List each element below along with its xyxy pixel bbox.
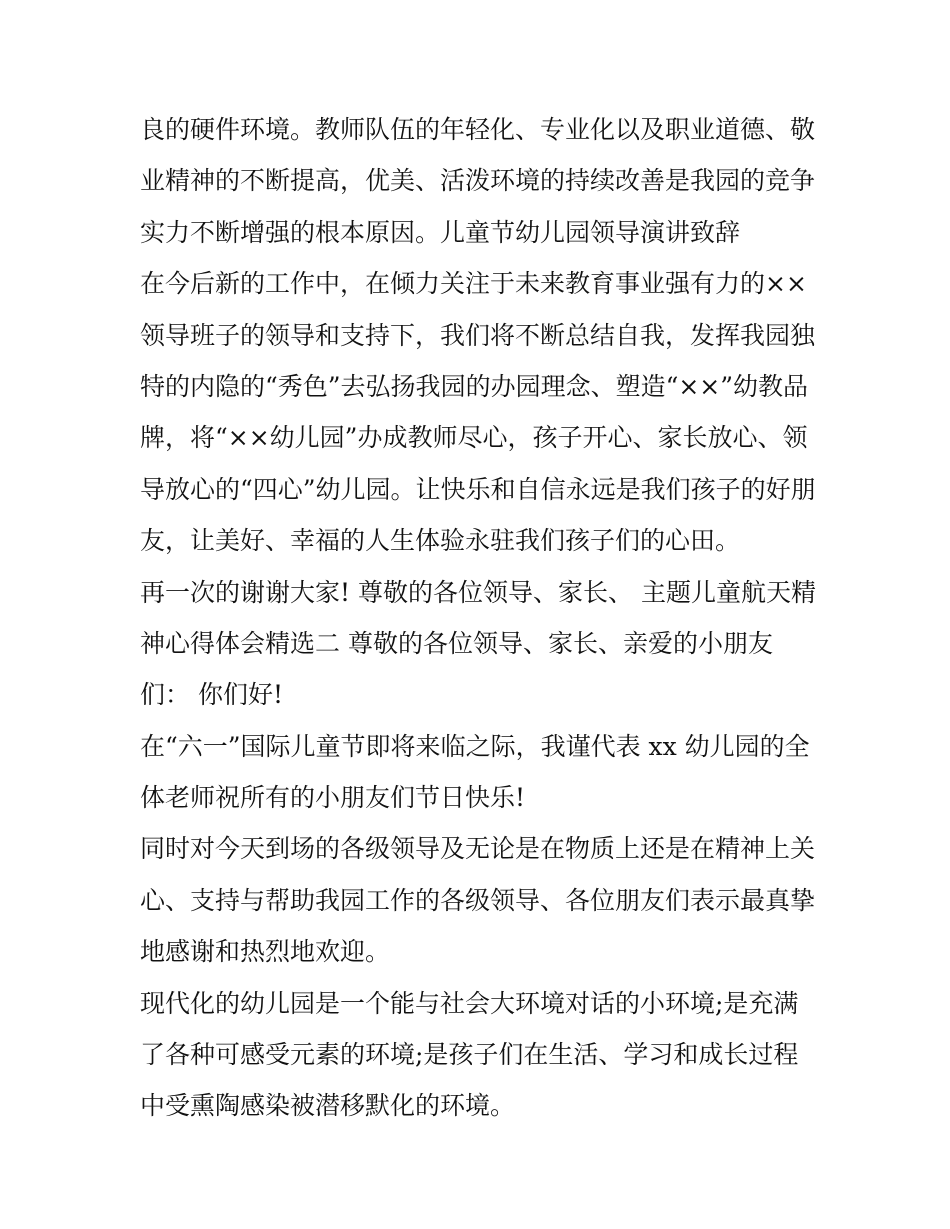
text-line-4: 在今后新的工作中，在倾力关注于未来教育事业强有力的×× bbox=[140, 269, 807, 299]
text-line-19: 了各种可感受元素的环境;是孩子们在生活、学习和成长过程 bbox=[140, 1040, 799, 1070]
document-body bbox=[140, 104, 830, 1132]
text-line-9: 友，让美好、幸福的人生体验永驻我们孩子们的心田。 bbox=[140, 526, 741, 556]
text-line-11: 神心得体会精选二 尊敬的各位领导、家长、亲爱的小朋友 bbox=[140, 628, 773, 658]
text-line-6: 特的内隐的“秀色”去弘扬我园的办园理念、塑造“××”幼教品 bbox=[140, 371, 809, 401]
text-line-16: 心、支持与帮助我园工作的各级领导、各位朋友们表示最真挚 bbox=[140, 885, 816, 915]
text-line-10: 再一次的谢谢大家! 尊敬的各位领导、家长、 主题儿童航天精 bbox=[140, 577, 816, 607]
text-line-2: 业精神的不断提高，优美、活泼环境的持续改善是我园的竞争 bbox=[140, 166, 816, 196]
text-line-20: 中受熏陶感染被潜移默化的环境。 bbox=[140, 1091, 516, 1121]
text-line-3: 实力不断增强的根本原因。儿童节幼儿园领导演讲致辞 bbox=[140, 217, 741, 247]
text-line-14: 体老师祝所有的小朋友们节日快乐! bbox=[140, 783, 526, 813]
text-line-13: 在“六一”国际儿童节即将来临之际，我谨代表 xx 幼儿园的全 bbox=[140, 731, 810, 761]
text-line-7: 牌，将“××幼儿园”办成教师尽心，孩子开心、家长放心、领 bbox=[140, 423, 808, 453]
text-line-12: 们： 你们好! bbox=[140, 680, 283, 710]
text-line-15: 同时对今天到场的各级领导及无论是在物质上还是在精神上关 bbox=[140, 834, 816, 864]
text-line-17: 地感谢和热烈地欢迎。 bbox=[140, 937, 391, 967]
text-line-8: 导放心的“四心”幼儿园。让快乐和自信永远是我们孩子的好朋 bbox=[140, 474, 816, 504]
text-line-18: 现代化的幼儿园是一个能与社会大环境对话的小环境;是充满 bbox=[140, 988, 799, 1018]
text-line-5: 领导班子的领导和支持下，我们将不断总结自我，发挥我园独 bbox=[140, 320, 816, 350]
text-line-1: 良的硬件环境。教师队伍的年轻化、专业化以及职业道德、敬 bbox=[140, 115, 816, 144]
